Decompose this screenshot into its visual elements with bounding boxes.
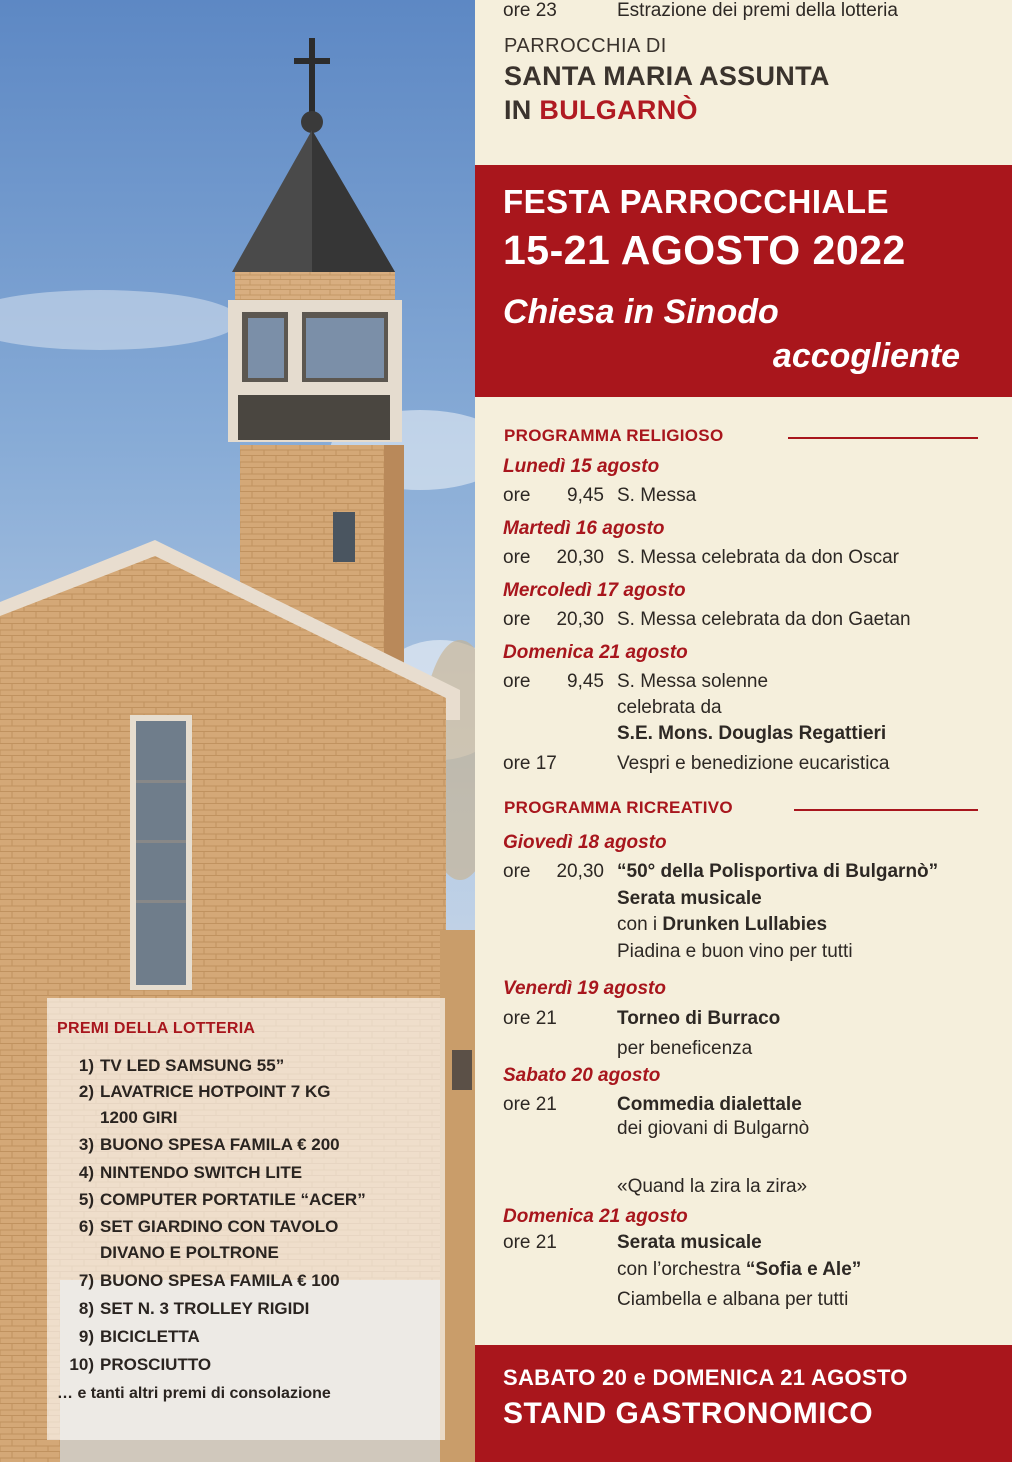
program-day: Mercoledì 17 agosto [503,580,686,601]
time-label: ore 21 [503,1094,557,1115]
program-day: Domenica 21 agosto [503,1206,688,1227]
event-detail: Ciambella e albana per tutti [617,1289,849,1310]
time-label: ore [503,861,531,882]
event-detail: dei giovani di Bulgarnò [617,1118,810,1139]
festival-motto-line1: Chiesa in Sinodo [503,293,779,331]
footer-stand: STAND GASTRONOMICO [503,1397,874,1430]
event-text: Serata musicale [617,1232,762,1253]
prize-text: LAVATRICE HOTPOINT 7 KG [100,1082,331,1101]
event-text: S. Messa celebrata da don Oscar [617,547,899,568]
festival-dates: 15-21 AGOSTO 2022 [503,227,906,273]
prize-number: 6) [78,1217,94,1236]
time-label: ore 21 [503,1008,557,1029]
time-label: ore 21 [503,1232,557,1253]
event-text: S. Messa [617,485,697,506]
event-detail-prefix: con l’orchestra [617,1259,746,1280]
prize-number: 9) [78,1327,94,1346]
religious-heading [504,426,978,450]
parish-location-prefix: IN [504,95,540,125]
event-detail-highlight: “Sofia e Ale” [745,1259,862,1280]
prize-text: 1200 GIRI [100,1108,178,1127]
recreational-heading-label: PROGRAMMA RICREATIVO [504,798,733,817]
prize-text: SET GIARDINO CON TAVOLO [100,1217,339,1236]
footer-dates: SABATO 20 e DOMENICA 21 AGOSTO [503,1365,908,1390]
program-day: Domenica 21 agosto [503,642,688,663]
festival-motto-line2: accogliente [772,337,960,375]
prize-text: NINTENDO SWITCH LITE [100,1163,303,1182]
footer-banner [475,1345,1012,1462]
event-detail: Serata musicale [617,888,762,909]
church-photo [0,0,475,1462]
event-text: Estrazione dei premi della lotteria [617,0,898,21]
time-label: ore 17 [503,753,557,774]
event-detail: S.E. Mons. Douglas Regattieri [617,723,887,744]
recreational-heading [504,798,978,822]
lottery-box [47,998,445,1440]
event-detail: per beneficenza [617,1038,753,1059]
time-label: ore [503,609,531,630]
program-day: Giovedì 18 agosto [503,832,667,853]
prize-number: 3) [78,1135,94,1154]
prize-text: DIVANO E POLTRONE [100,1243,279,1262]
parish-header [504,33,830,127]
event-text: Vespri e benedizione eucaristica [617,753,890,774]
time-value: 9,45 [567,485,604,506]
program-day: Lunedì 15 agosto [503,456,660,477]
prize-number: 5) [78,1190,94,1209]
prize-number: 4) [78,1163,94,1182]
event-text: Torneo di Burraco [617,1008,781,1029]
time-label: ore [503,547,531,568]
prize-number: 10) [69,1355,94,1374]
prize-text: PROSCIUTTO [100,1355,212,1374]
time-value: 20,30 [556,547,604,568]
event-text: S. Messa celebrata da don Gaetan [617,609,911,630]
parish-location-highlight: BULGARNÒ [539,95,698,125]
parish-location [504,93,830,127]
prize-text: BICICLETTA [100,1327,200,1346]
event-detail-highlight: Drunken Lullabies [662,914,828,935]
time-value: 20,30 [556,609,604,630]
parish-line1: PARROCCHIA DI [504,35,667,57]
event-text: “50° della Polisportiva di Bulgarnò” [617,861,939,882]
festival-banner [475,165,1012,397]
religious-rule [788,437,978,439]
time-label: ore [503,485,531,506]
program-day: Sabato 20 agosto [503,1065,661,1086]
prize-number: 7) [78,1271,94,1290]
prize-number: 2) [78,1082,94,1101]
event-detail: Piadina e buon vino per tutti [617,941,853,962]
prize-text: BUONO SPESA FAMILA € 200 [100,1135,340,1154]
time-label: ore [503,671,531,692]
program-day: Martedì 16 agosto [503,518,665,539]
prize-number: 8) [78,1299,94,1318]
recreational-rule [794,809,978,811]
event-detail: «Quand la zira la zira» [617,1176,808,1197]
event-text: Commedia dialettale [617,1094,802,1115]
lottery-footer: … e tanti altri premi di consolazione [57,1385,331,1402]
event-detail [617,1259,861,1281]
event-detail-prefix: con i [617,914,663,935]
event-detail: celebrata da [617,697,722,718]
prize-text: TV LED SAMSUNG 55” [100,1056,285,1075]
festival-title: FESTA PARROCCHIALE [503,183,890,220]
prize-text: BUONO SPESA FAMILA € 100 [100,1271,340,1290]
lottery-title: PREMI DELLA LOTTERIA [57,1020,256,1037]
time-value: 9,45 [567,671,604,692]
event-text: S. Messa solenne [617,671,769,692]
prize-text: COMPUTER PORTATILE “ACER” [100,1190,366,1209]
time-label: ore 23 [503,0,557,21]
religious-heading-label: PROGRAMMA RELIGIOSO [504,426,724,445]
parish-name: SANTA MARIA ASSUNTA [504,61,830,91]
prize-number: 1) [78,1056,94,1075]
event-detail [617,914,827,936]
time-value: 20,30 [556,861,604,882]
prize-text: SET N. 3 TROLLEY RIGIDI [100,1299,310,1318]
program-day: Venerdì 19 agosto [503,978,666,999]
